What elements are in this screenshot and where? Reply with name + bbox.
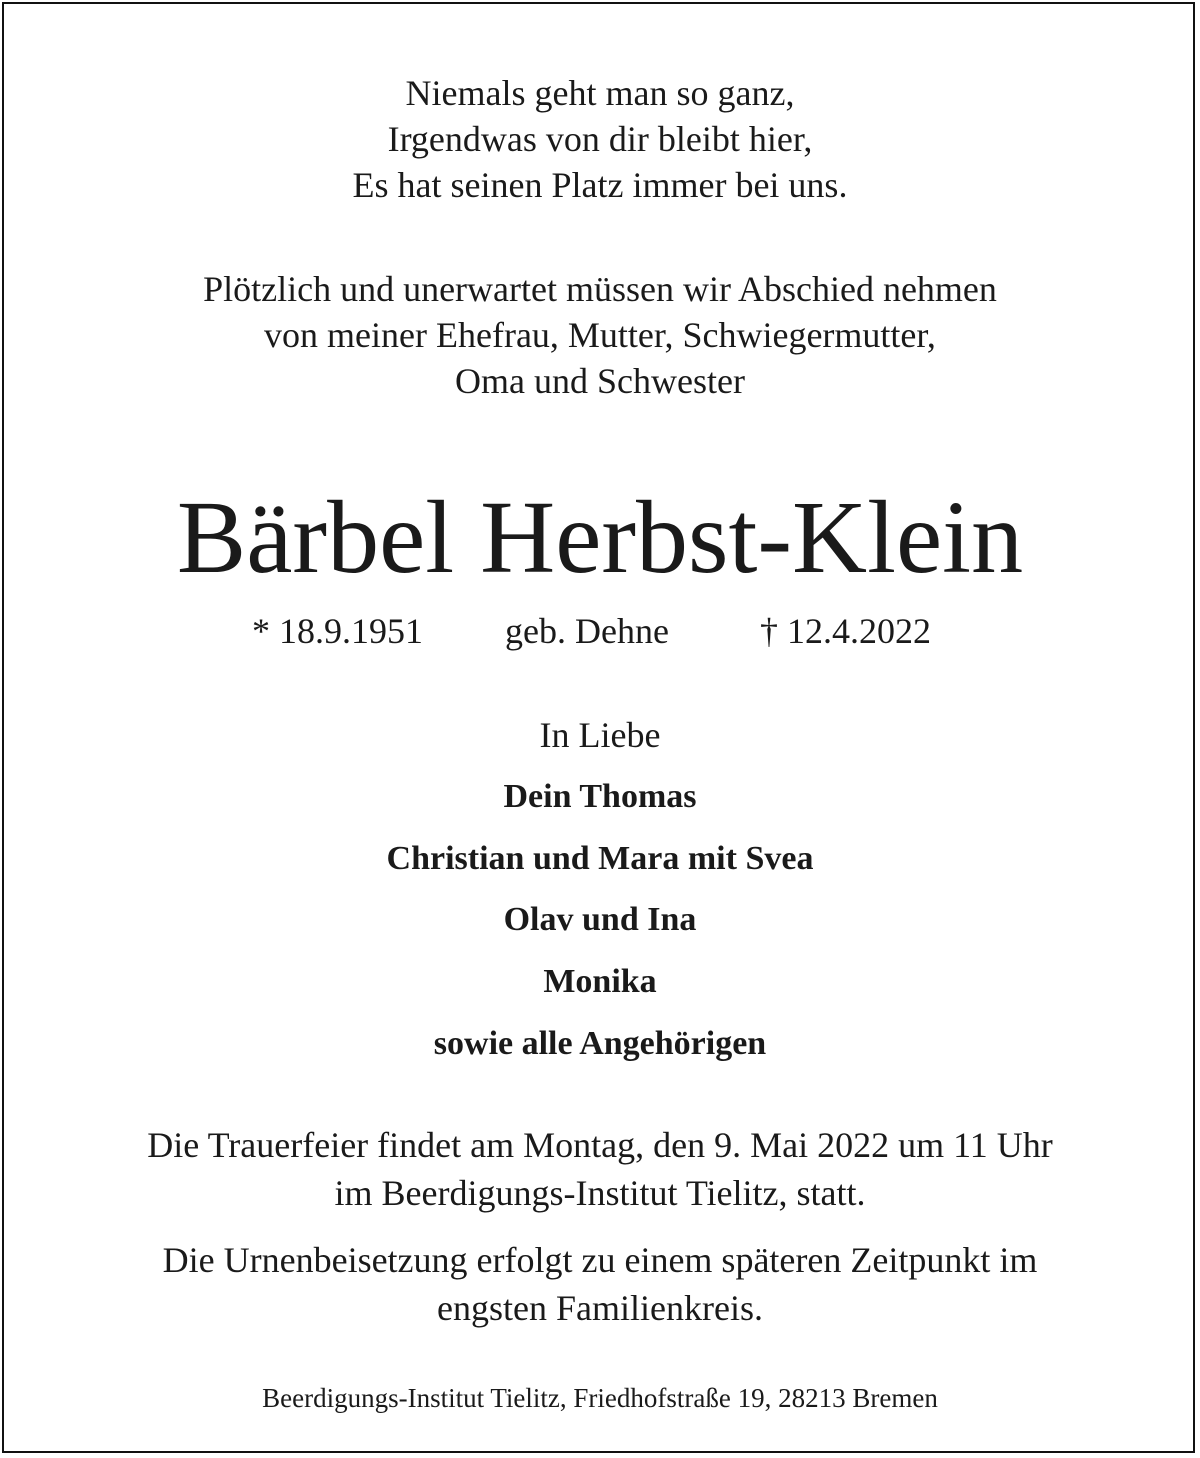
verse-line: Irgendwas von dir bleibt hier, [387,119,813,159]
birth-date: * 18.9.1951 [252,611,423,651]
maiden-name: geb. Dehne [505,611,669,651]
life-dates [0,608,1200,654]
deceased-name: Bärbel Herbst-Klein [176,480,1024,595]
intro-line: Oma und Schwester [455,361,745,401]
in-love-line: In Liebe [539,715,661,755]
burial-line: Die Urnenbeisetzung erfolgt zu einem späteren Zeitpunkt im [162,1240,1038,1280]
mourner-line: sowie alle Angehörigen [433,1025,767,1062]
mourner-line: Dein Thomas [503,778,697,815]
mourner-line: Olav und Ina [503,901,697,938]
verse-line: Niemals geht man so ganz, [405,73,795,113]
intro-line: Plötzlich und unerwartet müssen wir Abschied nehmen [203,269,997,309]
mourner-line: Christian und Mara mit Svea [386,840,814,877]
mourner-line: Monika [543,963,657,1000]
burial-line: engsten Familienkreis. [437,1288,763,1328]
death-date: † 12.4.2022 [760,611,931,651]
verse-line: Es hat seinen Platz immer bei uns. [352,165,848,205]
service-line: im Beerdigungs-Institut Tielitz, statt. [334,1173,866,1213]
service-line: Die Trauerfeier findet am Montag, den 9. Mai 2022 um 11 Uhr [147,1125,1053,1165]
funeral-home-address: Beerdigungs-Institut Tielitz, Friedhofstraße 19, 28213 Bremen [262,1383,938,1413]
intro-line: von meiner Ehefrau, Mutter, Schwiegermutter, [264,315,936,355]
